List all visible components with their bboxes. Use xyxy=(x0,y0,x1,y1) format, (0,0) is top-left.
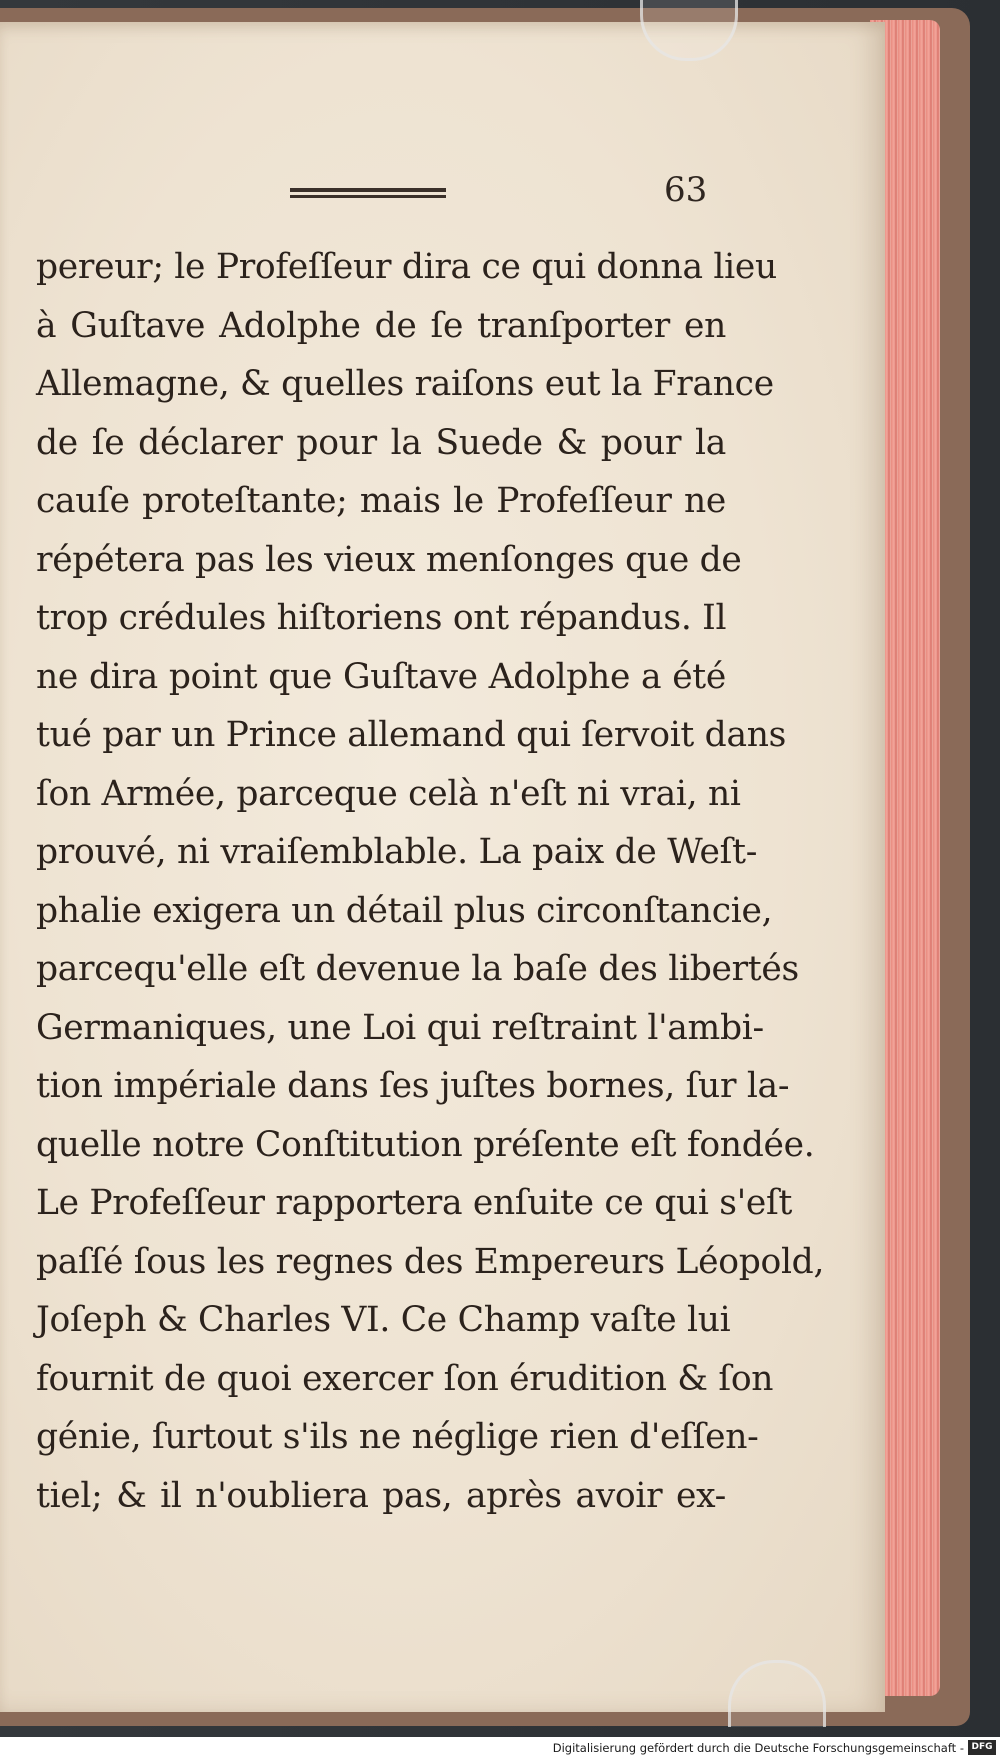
body-text xyxy=(36,238,825,1525)
footer-credit: Digitalisierung gefördert durch die Deutsche Forschungsgemeinschaft - xyxy=(552,1741,964,1755)
text-line: ſon Armée, parceque celà n'eſt ni vrai, ni xyxy=(36,773,741,814)
book-page xyxy=(0,22,885,1712)
text-line: fournit de quoi exercer ſon érudition & ſon xyxy=(36,1358,774,1399)
text-line: de ſe déclarer pour la Suede & pour la xyxy=(36,422,726,463)
text-line: tué par un Prince allemand qui ſervoit dans xyxy=(36,715,787,755)
dfg-logo-icon: DFG xyxy=(968,1740,996,1755)
text-line: parcequ'elle eſt devenue la baſe des libertés xyxy=(36,949,799,989)
text-line: cauſe proteſtante; mais le Profeſſeur ne xyxy=(36,481,726,521)
text-line: ne dira point que Guſtave Adolphe a été xyxy=(36,656,726,697)
text-line: Allemagne, & quelles raiſons eut la France xyxy=(36,364,774,404)
text-line: à Guſtave Adolphe de ſe tranſporter en xyxy=(36,305,726,346)
text-line: tiel; & il n'oubliera pas, après avoir ex- xyxy=(36,1475,726,1516)
text-line: trop crédules hiſtoriens ont répandus. Il xyxy=(36,598,727,638)
text-line: paſſé ſous les regnes des Empereurs Léopold, xyxy=(36,1241,825,1282)
text-line: Germaniques, une Loi qui reſtraint l'ambi- xyxy=(36,1007,764,1048)
text-line: pereur; le Profeſſeur dira ce qui donna lieu xyxy=(36,247,777,287)
text-line: Le Profeſſeur rapportera enſuite ce qui s'eſt xyxy=(36,1183,793,1223)
text-line: phalie exigera un détail plus circonſtancie, xyxy=(36,890,773,931)
text-line: tion impériale dans ſes juſtes bornes, ſur la- xyxy=(36,1066,790,1106)
text-line: quelle notre Conſtitution préſente eſt fondée. xyxy=(36,1124,815,1165)
text-line: répétera pas les vieux menſonges que de xyxy=(36,539,742,580)
header-rule xyxy=(290,188,446,198)
text-line: Joſeph & Charles VI. Ce Champ vaſte lui xyxy=(36,1300,731,1340)
page-number: 63 xyxy=(664,170,708,210)
text-line: prouvé, ni vraiſemblable. La paix de Weſt- xyxy=(36,832,758,872)
text-line: génie, ſurtout s'ils ne néglige rien d'eſſen- xyxy=(36,1417,759,1457)
